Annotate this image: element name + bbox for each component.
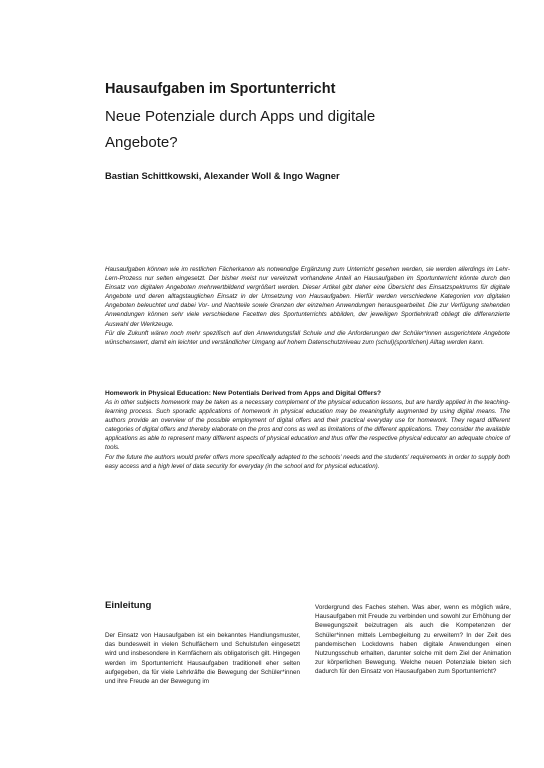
body-paragraph-left: Der Einsatz von Hausaufgaben ist ein bekanntes Handlungsmuster, das bundesweit in vielen Schulfächern und Schulstufen eingesetzt wird und insbesondere in Kernfächern als obligatorisch gilt. Hingegen werden im Sportunterricht Hausaufgaben traditionell eher selten aufgegeben, da für viele Lehrkräfte die Bewegung der Schüler*innen und ihre Freude an der Bewegung im	[105, 632, 300, 686]
abstract-english-paragraph-1: As in other subjects homework may be taken as a necessary complement of the physical education lessons, but are hardly applied in the teaching-learning process. Such sporadic applications of homework in physical education may be meaningfully augmented by using digital means. The authors provide an overview of the possible employment of digital offers and their practical everyday use for homework. They regard different categories of digital offers and thereby elaborate on the pros and cons as well as limitations of the different applications. They consider the available applications as able to represent many different aspects of physical education and thus offer the respective physical educator an adequate choice of tools.	[105, 399, 510, 452]
abstract-german-paragraph-1: Hausaufgaben können wie im restlichen Fächerkanon als notwendige Ergänzung zum Unterricht gesehen werden, sie werden allerdings im Lehr-Lern-Prozess nur selten eingesetzt. Der bisher meist nur vereinzelt vorhandene Anteil an Hausaufgaben im Sportunterricht könnte durch den Einsatz von digitalen Angeboten mehrwertbildend vergrößert werden. Dieser Artikel gibt daher eine Übersicht des Einsatzspektrums für digitale Angebote und deren alltagstauglichen Einsatz in der Umsetzung von Hausaufgaben. Hierfür werden verschiedene Kategorien von digitalen Angeboten beleuchtet und dabei Vor- und Nachteile sowie Grenzen der einzelnen Anwendungen herausgearbeitet. Die zur Verfügung stehenden Anwendungen können sehr viele verschiedene Facetten des Sportunterrichts abbilden, der jeweiligen Sportlehrkraft obliegt die differenzierte Auswahl der Werkzeuge.	[105, 266, 510, 328]
article-title: Hausaufgaben im Sportunterricht	[105, 81, 336, 97]
section-heading-introduction: Einleitung	[105, 600, 152, 611]
body-column-right	[315, 603, 511, 677]
abstract-german-paragraph-2: Für die Zukunft wären noch mehr spezifisch auf den Anwendungsfall Schule und die Anforderungen der Schüler*innen ausgerichtete Angebote wünschenswert, damit ein leichter und verständlicher Umgang auf hohem Datenschutzniveau zum (schul)(sportlichen) Alltag werden kann.	[105, 329, 510, 346]
abstract-german	[105, 265, 510, 347]
article-authors: Bastian Schittkowski, Alexander Woll & Ingo Wagner	[105, 170, 340, 181]
body-column-left	[105, 631, 300, 686]
body-paragraph-right: Vordergrund des Faches stehen. Was aber, wenn es möglich wäre, Hausaufgaben mit Freude zu verbinden und sowohl zur Erhöhung der Bewegungszeit beizutragen als auch die Kompetenzen der Schüler*innen mittels Lernbegleitung zu erweitern? In der Zeit des pandemischen Lockdowns haben digitale Anwendungen einen Nutzungsschub erhalten, darunter solche mit dem Ziel der Animation zur körperlichen Bewegung. Welche neuen Potenziale bieten sich dadurch für den Einsatz von Hausaufgaben zum Sportunterricht?	[315, 604, 511, 676]
abstract-english-title: Homework in Physical Education: New Potentials Derived from Apps and Digital Offers?	[105, 390, 382, 397]
abstract-english	[105, 398, 510, 471]
abstract-english-paragraph-2: For the future the authors would prefer offers more specifically adapted to the schools’ needs and the students’ requirements in order to supply both easy access and a high level of data security for everyday (in the school and for physical education).	[105, 453, 510, 470]
article-subtitle: Neue Potenziale durch Apps und digitale Angebote?	[105, 108, 376, 151]
